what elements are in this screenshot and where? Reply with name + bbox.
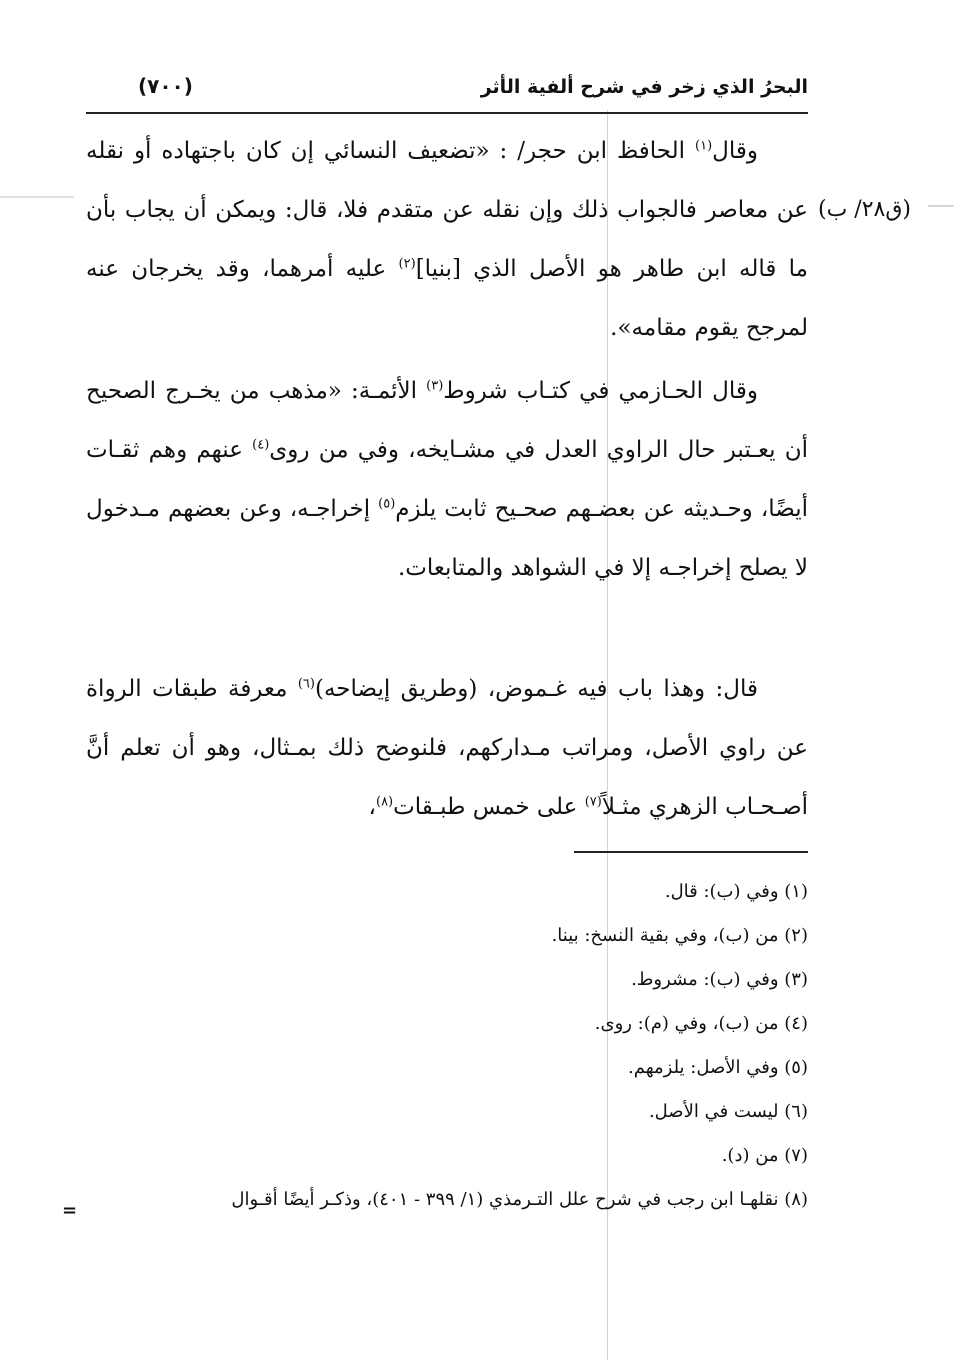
scan-artifact-left xyxy=(0,196,74,198)
manuscript-folio-note: (ق٢٨/ ب) xyxy=(818,197,911,222)
paragraph-text: وقال الحـازمي في كتـاب شروط xyxy=(443,378,758,404)
running-header xyxy=(86,70,808,110)
footnote-reference: (٨) xyxy=(375,794,394,810)
paragraph-text: على خمس طبـقات xyxy=(393,794,585,820)
footnote: (٢) من (ب)، وفي بقية النسخ: بينا. xyxy=(551,925,808,946)
footnote-reference: (٣) xyxy=(426,378,444,394)
book-title: البحرُ الذي زخر في شرح ألفية الأثر xyxy=(480,76,808,98)
paragraph-text: قال: وهذا باب فيه غـموض، (وطريق إيضاحه) xyxy=(314,676,758,702)
footnotes-list xyxy=(86,872,808,1236)
continuation-mark: = xyxy=(62,1200,77,1221)
footnote-reference: (٥) xyxy=(378,496,396,512)
page-number: (٧٠٠) xyxy=(138,74,193,98)
paragraph-text: عنهم وهم ثقـات أيضًا، وحـديثه عن بعضـهم صحـيح ثابت يلزم xyxy=(86,437,808,522)
footnote: (٤) من (ب)، وفي (م): روى. xyxy=(594,1013,808,1034)
footnote: (٥) وفي الأصل: يلزمهم. xyxy=(628,1057,808,1078)
footnote-reference: (٢) xyxy=(398,256,416,272)
paragraph-text: إخراجـه، وعن بعضهم مـدخول لا يصلح إخراجـه إلا في الشواهد والمتابعات. xyxy=(86,496,808,581)
paragraph xyxy=(86,660,808,837)
footnote-reference: (٧) xyxy=(584,794,602,810)
footnote: (٨) نقلهـا ابن رجب في شرح علل التـرمذي (١/ ٣٩٩ - ٤٠١)، وذكـر أيضًا أقـوال xyxy=(231,1189,808,1210)
footnote-reference: (٦) xyxy=(297,676,315,692)
footnote-divider xyxy=(574,851,808,853)
footnote: (٧) من (د). xyxy=(721,1145,808,1166)
paragraph-text: الأئمـة: «مذهب من يخـرج الصحيح أن يعـتبر حال الراوي العدل في مشـايخه، وفي من روى xyxy=(86,378,808,463)
footnote-reference: (٤) xyxy=(252,437,270,453)
header-divider xyxy=(86,112,808,114)
footnote: (١) وفي (ب): قال. xyxy=(664,881,808,902)
paragraph xyxy=(86,362,808,598)
paragraph-text: معرفة طبقات الرواة عن راوي الأصل، ومراتب مـداركهم، فلنوضح ذلك بمـثال، وهو أن تعلم أنَّ أصـحـاب الزهري مثـلاً xyxy=(86,676,808,820)
paragraph-text: الحافظ ابن حجر/ : «تضعيف النسائي إن كان باجتهاده أو نقله عن معاصر فالجواب ذلك وإن نقله عن متقدم فلا، قال: ويمكن أن يجاب بأن ما قاله ابن طاهر هو الأصل الذي [بنيا] xyxy=(86,138,808,282)
footnote: (٣) وفي (ب): مشروط. xyxy=(631,969,808,990)
footnote: (٦) ليست في الأصل. xyxy=(648,1101,808,1122)
paragraph-text: وقال xyxy=(712,138,758,164)
footnote-reference: (١) xyxy=(695,138,713,154)
paragraph xyxy=(86,122,808,358)
paragraph-text: عليه أمرهما، وقد يخرجان عنه لمرجح يقوم مقامه». xyxy=(86,256,808,341)
scan-artifact-right xyxy=(928,205,954,207)
paragraph-text: ، xyxy=(368,794,376,820)
